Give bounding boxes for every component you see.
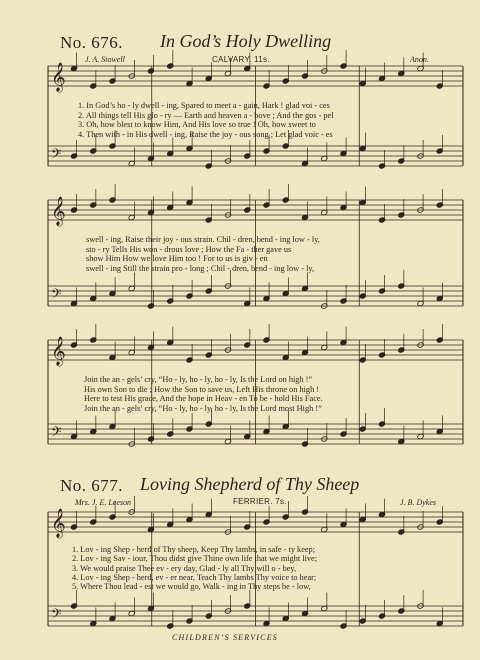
hymn-677-title: Loving Shepherd of Thy Sheep [140,474,360,494]
hymn-677-tune: FERRIER. 7s. [233,497,287,506]
hymn-676-system1-verses [78,101,334,139]
treble-clef-icon: 𝄞 [51,62,66,91]
verse-line: 3. Oh, how blest to know Him, And His love so true ! Oh, how sweet to [78,120,316,130]
verse-line: 1. In God’s ho - ly dwell - ing, Spared to meet a - gain, Hark ! glad voi - ces [78,101,330,110]
bass-clef-icon: 𝄢 [51,424,62,443]
verse-line: 4. Then with - in His dwell - ing, Raise the joy - ous song ; Let glad voic - es [78,129,333,139]
verse-line: 4. Lov - ing Shep - herd, ev - er near, Teach Thy lambs Thy voice to hear; [72,572,317,582]
hymn-677-system1-verses [72,545,317,591]
hymn-676-tune: CALVARY. 11s. [212,55,270,64]
hymn-677-author: Mrs. J. E. Leeson [75,498,131,507]
verse-line: sto - ry Tells His won - drous love ; How the Fa - ther gave us [86,244,292,254]
bass-clef-icon: 𝄢 [51,606,62,625]
verse-line: swell - ing, Raise their joy - ous strain. Chil - dren, bend - ing low - ly, [86,235,320,244]
hymn-676-title: In God’s Holy Dwelling [160,31,332,51]
verse-line: 2. All things tell His glo - ry — Earth and heaven a - bove ; And the gos - pel [78,110,334,120]
hymn-676-number: No. 676. [60,33,124,52]
hymn-676-author: J. A. Stowell [85,55,125,64]
hymn-676-system2-verses [86,235,320,273]
page-footer: CHILDREN’S SERVICES [172,633,278,642]
treble-clef-icon: 𝄞 [51,508,66,537]
verse-line: Join the an - gels’ cry, “Ho - ly, ho - ly, ho - ly, Is the Lord on high !” [84,375,313,384]
verse-line: Here to test His grace, And the hope in Heav - en To be - hold His Face. [84,394,323,404]
treble-clef-icon: 𝄞 [51,196,66,225]
hymn-677-number: No. 677. [60,476,124,495]
hymn-676-system3-verses [84,375,323,413]
verse-line: swell - ing Still the strain pro - long ; Chil - dren, bend - ing low - ly, [86,263,315,273]
verse-line: 5. Where Thou lead - est we would go, Walk - ing in Thy steps be - low, [72,582,311,592]
verse-line: 2. Lov - ing Sav - iour, Thou didst give Thine own life that we might live; [72,554,318,564]
hymn-676-composer: Anon. [410,55,429,64]
treble-clef-icon: 𝄞 [51,336,66,365]
bass-clef-icon: 𝄢 [51,146,62,165]
verse-line: 1. Lov - ing Shep - herd of Thy sheep, Keep Thy lambs, in safe - ty keep; [72,545,316,554]
verse-line: His own Son to die ; How the Son to save us, Left His throne on high ! [84,384,320,394]
bass-clef-icon: 𝄢 [51,286,62,305]
verse-line: show Him How we love Him too ! For to us is giv - en [86,254,268,264]
verse-line: Join the an - gels’ cry, “Ho - ly, ho - ly, ho - ly, Is the Lord most High !” [84,403,322,413]
verse-line: 3. We would praise Thee ev - ery day, Glad - ly all Thy will o - bey, [72,563,297,573]
hymn-677-composer: J. B. Dykes [400,498,436,507]
